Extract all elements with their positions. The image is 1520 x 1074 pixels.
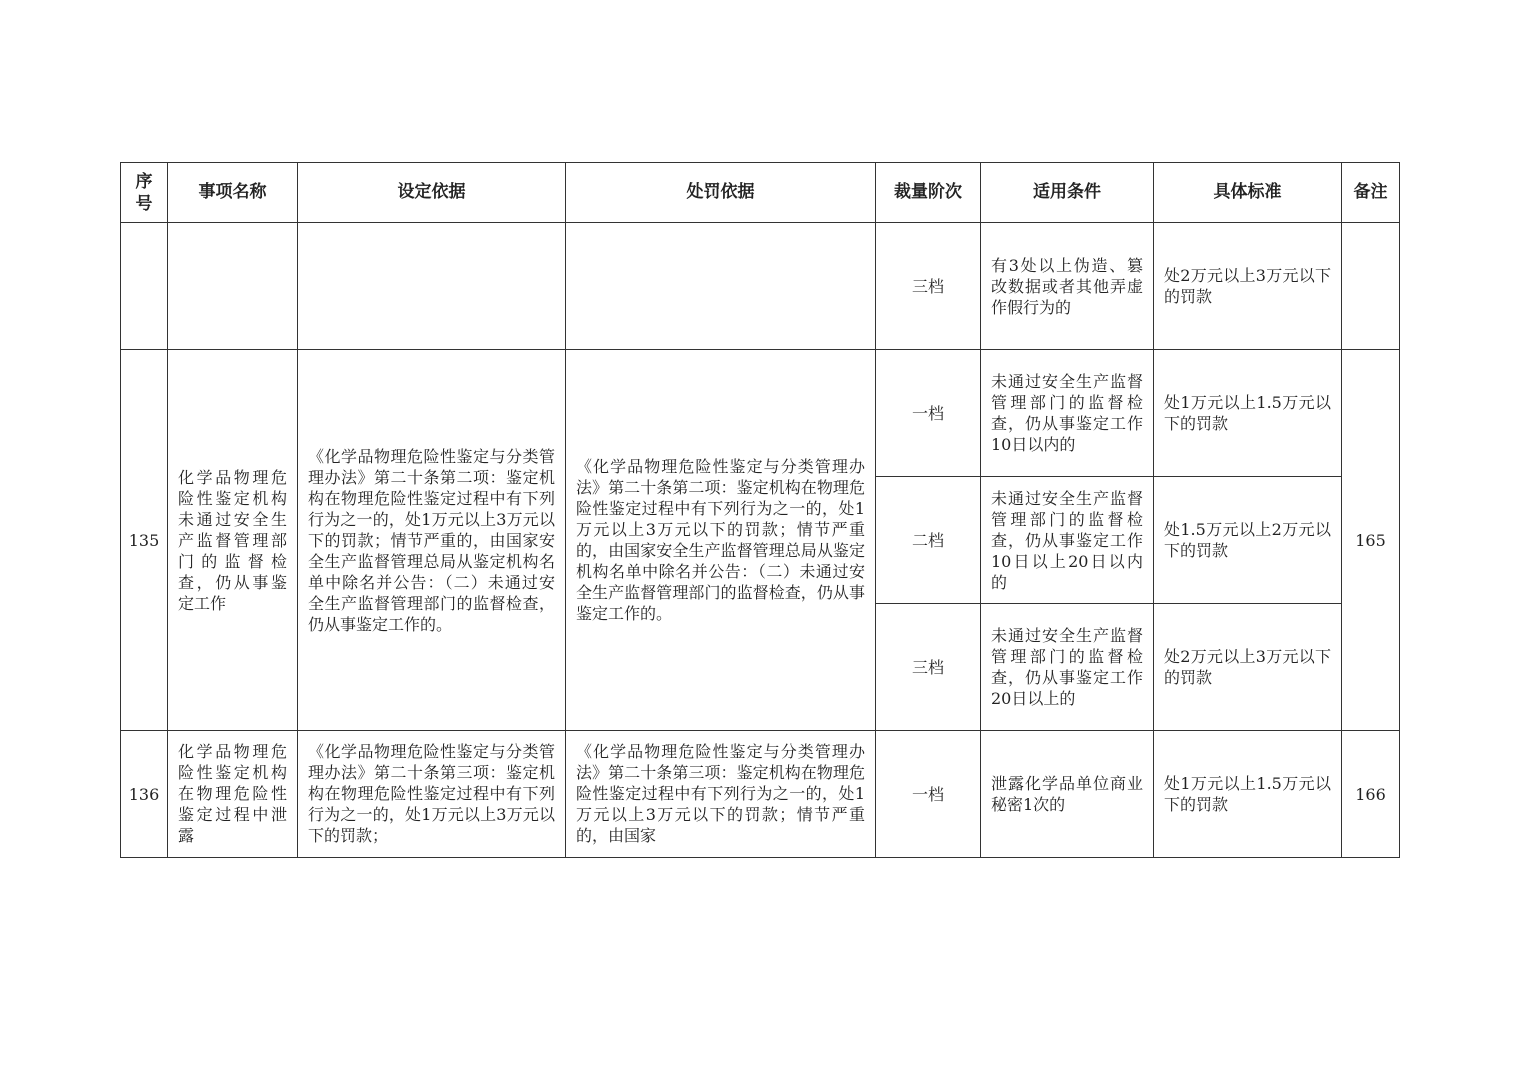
header-name: 事项名称 bbox=[168, 163, 298, 223]
header-seq: 序号 bbox=[121, 163, 168, 223]
condition-cell: 泄露化学品单位商业秘密1次的 bbox=[981, 731, 1154, 858]
note-cell: 165 bbox=[1342, 350, 1400, 731]
condition-cell: 未通过安全生产监督管理部门的监督检查，仍从事鉴定工作10日以内的 bbox=[981, 350, 1154, 477]
basis-set-cell-empty bbox=[298, 223, 566, 350]
basis-penalty-cell: 《化学品物理危险性鉴定与分类管理办法》第二十条第二项：鉴定机构在物理危险性鉴定过程中有下列行为之一的，处1万元以上3万元以下的罚款；情节严重的，由国家安全生产监督管理总局从鉴定机构名单中除名并公告：（二）未通过安全生产监督管理部门的监督检查，仍从事鉴定工作的。 bbox=[566, 350, 876, 731]
table-row bbox=[121, 350, 1400, 477]
header-basis-set: 设定依据 bbox=[298, 163, 566, 223]
note-cell: 166 bbox=[1342, 731, 1400, 858]
basis-penalty-cell: 《化学品物理危险性鉴定与分类管理办法》第二十条第三项：鉴定机构在物理危险性鉴定过程中有下列行为之一的，处1万元以上3万元以下的罚款；情节严重的，由国家 bbox=[566, 731, 876, 858]
basis-set-cell: 《化学品物理危险性鉴定与分类管理办法》第二十条第三项：鉴定机构在物理危险性鉴定过程中有下列行为之一的，处1万元以上3万元以下的罚款； bbox=[298, 731, 566, 858]
basis-set-cell: 《化学品物理危险性鉴定与分类管理办法》第二十条第二项：鉴定机构在物理危险性鉴定过程中有下列行为之一的，处1万元以上3万元以下的罚款；情节严重的，由国家安全生产监督管理总局从鉴定机构名单中除名并公告：（二）未通过安全生产监督管理部门的监督检查，仍从事鉴定工作的。 bbox=[298, 350, 566, 731]
name-cell-empty bbox=[168, 223, 298, 350]
level-cell: 一档 bbox=[876, 731, 981, 858]
level-cell: 三档 bbox=[876, 604, 981, 731]
standard-cell: 处1.5万元以上2万元以下的罚款 bbox=[1154, 477, 1342, 604]
header-basis-penalty: 处罚依据 bbox=[566, 163, 876, 223]
level-cell: 一档 bbox=[876, 350, 981, 477]
header-note: 备注 bbox=[1342, 163, 1400, 223]
level-cell: 二档 bbox=[876, 477, 981, 604]
standard-cell: 处1万元以上1.5万元以下的罚款 bbox=[1154, 731, 1342, 858]
standard-cell: 处2万元以上3万元以下的罚款 bbox=[1154, 604, 1342, 731]
name-cell: 化学品物理危险性鉴定机构未通过安全生产监督管理部门的监督检查，仍从事鉴定工作 bbox=[168, 350, 298, 731]
basis-penalty-cell-empty bbox=[566, 223, 876, 350]
regulation-table-sheet bbox=[120, 162, 1399, 858]
seq-cell-empty bbox=[121, 223, 168, 350]
name-cell: 化学品物理危险性鉴定机构在物理危险性鉴定过程中泄露 bbox=[168, 731, 298, 858]
condition-cell: 未通过安全生产监督管理部门的监督检查，仍从事鉴定工作10日以上20日以内的 bbox=[981, 477, 1154, 604]
penalty-discretion-table bbox=[120, 162, 1400, 858]
level-cell: 三档 bbox=[876, 223, 981, 350]
standard-cell: 处2万元以上3万元以下的罚款 bbox=[1154, 223, 1342, 350]
header-standard: 具体标准 bbox=[1154, 163, 1342, 223]
seq-cell: 136 bbox=[121, 731, 168, 858]
condition-cell: 未通过安全生产监督管理部门的监督检查，仍从事鉴定工作20日以上的 bbox=[981, 604, 1154, 731]
header-condition: 适用条件 bbox=[981, 163, 1154, 223]
header-level: 裁量阶次 bbox=[876, 163, 981, 223]
condition-cell: 有3处以上伪造、篡改数据或者其他弄虚作假行为的 bbox=[981, 223, 1154, 350]
seq-cell: 135 bbox=[121, 350, 168, 731]
table-row bbox=[121, 223, 1400, 350]
header-row bbox=[121, 163, 1400, 223]
table-row bbox=[121, 731, 1400, 858]
note-cell-empty bbox=[1342, 223, 1400, 350]
standard-cell: 处1万元以上1.5万元以下的罚款 bbox=[1154, 350, 1342, 477]
